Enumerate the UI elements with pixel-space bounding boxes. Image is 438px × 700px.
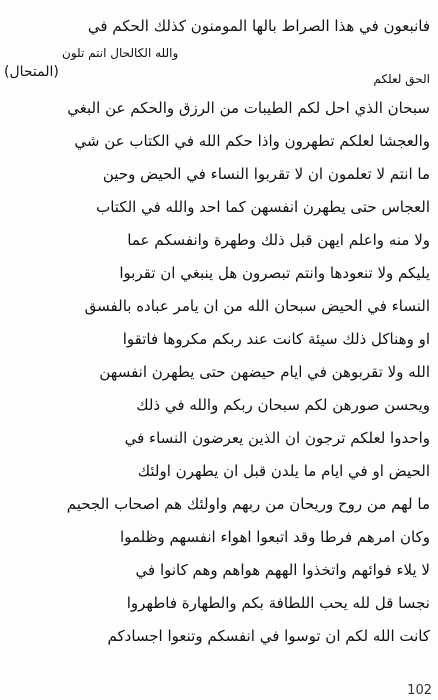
text-line: ولا منه واعلم ايهن قبل ذلك وطهرة وانفسكم عما [127, 231, 430, 249]
text-block [62, 12, 430, 653]
text-line: كانت الله لكم ان توسوا في انفسكم وتنعوا اجسادكم [107, 627, 430, 645]
text-line: ويحسن صورهن لكم سبحان ربكم والله في ذلك [136, 396, 430, 414]
text-line: نجسا قل لله يحب اللطافة بكم والطهارة فاطهروا [126, 594, 430, 612]
text-line: او وهناكل ذلك سيئة كانت عند ربكم مكروها فاتقوا [122, 330, 430, 348]
text-line: لا يلاء فوائهم واتخذوا الههم هواهم وهم كانوا في [135, 561, 430, 579]
text-line: والله الكالحال انتم تلون [62, 46, 179, 60]
text-line: وكان امرهم فرطا وقد اتبعوا اهواء انفسهم وظلموا [120, 528, 430, 546]
text-line: فانبعون في هذا الصراط بالها المومنون كذلك الحكم في [87, 17, 430, 35]
text-line: والعجشا لعلكم تطهرون واذا حكم الله في الكتاب عن شي [74, 132, 430, 150]
margin-note: (المتحال) [4, 64, 59, 80]
text-line: سبحان الذي احل لكم الطيبات من الرزق والحكم عن البغي [67, 99, 430, 117]
text-line: ما لهم من روح وريحان من ربهم واولئك هم اصحاب الجحيم [66, 495, 430, 513]
text-line: الحق لعلكم [373, 72, 430, 86]
text-line: يليكم ولا تنعودها وانتم تبصرون هل ينبغي ان تقربوا [119, 264, 430, 282]
text-line: ما انتم لا تعلمون ان لا تقربوا النساء في الحيض وحين [102, 165, 430, 183]
text-line: الله ولا تقربوهن في ايام حيضهن حتى يطهرن انفسهن [99, 363, 430, 381]
text-line: واحدوا لعلكم ترجون ان الذين يعرضون النساء في [124, 429, 430, 447]
text-line: العجاس حتى يطهرن انفسهن كما احد والله في الكتاب [96, 198, 430, 216]
page-number: 102 [407, 683, 432, 698]
text-line: الحيض او في ايام ما يلدن قبل ان يطهرن اولئك [137, 462, 430, 480]
text-line: النساء في الحيض سبحان الله من ان يامر عباده بالفسق [84, 297, 430, 315]
